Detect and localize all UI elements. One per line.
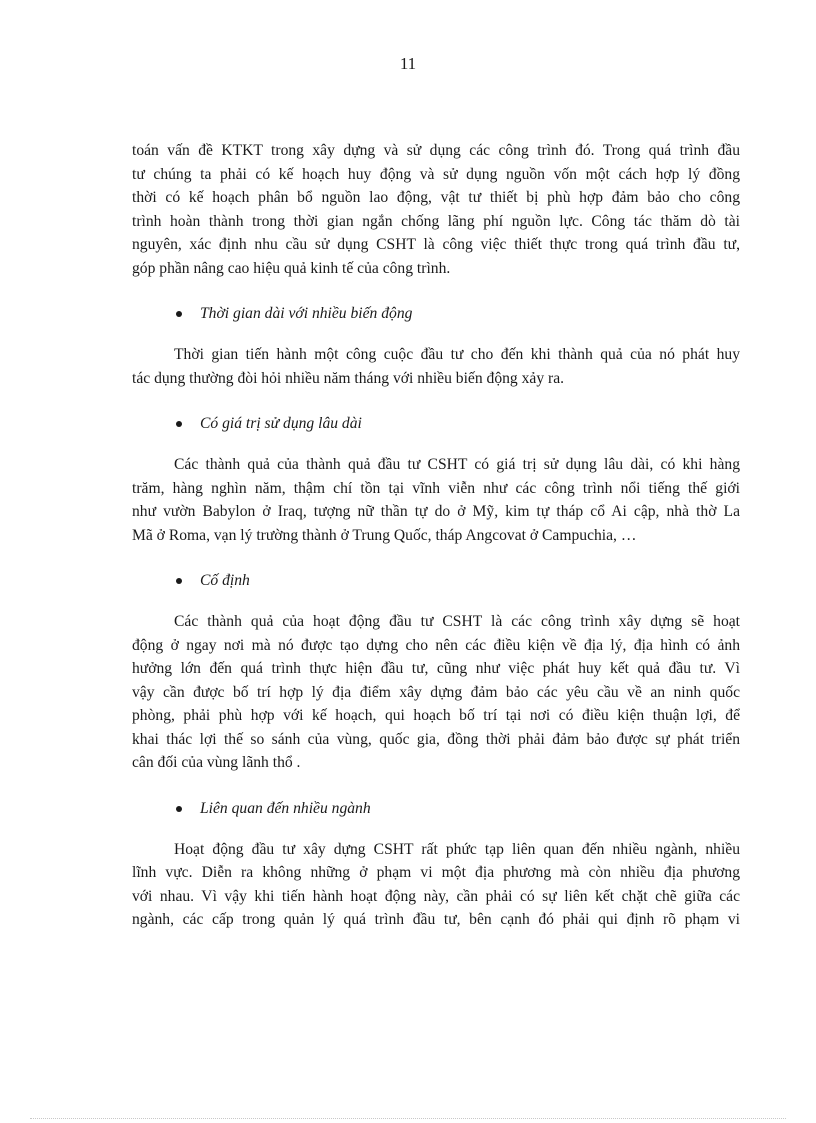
page-footer-divider — [30, 1118, 786, 1119]
text-line: tư chúng ta phải có kế hoạch huy động và sử dụng nguồn vốn một cách hợp lý đồng — [132, 165, 740, 183]
text-line: Hoạt động đầu tư xây dựng CSHT rất phức tạp liên quan đến nhiều ngành, nhiều — [174, 840, 740, 858]
text-line: ngành, các cấp trong quản lý quá trình đầu tư, bên cạnh đó phải qui định rõ phạm vi — [132, 911, 740, 929]
text-line: toán vấn đề KTKT trong xây dựng và sử dụng các công trình đó. Trong quá trình đầu — [132, 142, 740, 159]
bullet-item — [132, 303, 740, 327]
bullet-heading: Cố định — [200, 572, 250, 590]
bullet-icon — [176, 806, 182, 812]
bullet-item — [132, 412, 740, 436]
text-line: lĩnh vực. Diễn ra không những ở phạm vi một địa phương mà còn nhiều địa phương — [132, 864, 740, 882]
bullet-icon — [176, 578, 182, 584]
text-line: cân đối của vùng lãnh thổ . — [132, 754, 301, 772]
bullet-item — [132, 569, 740, 593]
text-line: như vườn Babylon ở Iraq, tượng nữ thần tự do ở Mỹ, kim tự tháp cổ Ai cập, nhà thờ La — [132, 503, 740, 521]
bullet-heading: Thời gian dài với nhiều biến động — [200, 305, 413, 323]
text-line: tác dụng thường đòi hỏi nhiều năm tháng với nhiều biến động xảy ra. — [132, 369, 565, 387]
paragraph-3 — [132, 453, 740, 547]
bullet-item — [132, 797, 740, 821]
document-body — [132, 139, 740, 932]
bullet-icon — [176, 311, 182, 317]
paragraph-1 — [132, 139, 740, 281]
text-line: thời có kế hoạch phân bổ nguồn lao động, vật tư thiết bị phù hợp đảm bảo cho công — [132, 189, 740, 207]
text-line: Các thành quả của hoạt động đầu tư CSHT là các công trình xây dựng sẽ hoạt — [174, 612, 740, 630]
text-line: động ở ngay nơi mà nó được tạo dựng cho nên các điều kiện về địa lý, địa hình có ảnh — [132, 636, 740, 654]
page-number: 11 — [399, 54, 417, 73]
paragraph-4 — [132, 610, 740, 775]
bullet-heading: Có giá trị sử dụng lâu dài — [200, 415, 362, 433]
text-line: góp phần nâng cao hiệu quả kinh tế của công trình. — [132, 259, 451, 277]
text-line: nguyên, xác định nhu cầu sử dụng CSHT là công việc thiết thực trong quá trình đầu tư, — [132, 236, 740, 254]
text-line: khai thác lợi thế so sánh của vùng, quốc gia, đồng thời phải đảm bảo được sự phát triển — [132, 730, 740, 748]
text-line: Mã ở Roma, vạn lý trường thành ở Trung Quốc, tháp Angcovat ở Campuchia, … — [132, 526, 637, 544]
bullet-icon — [176, 421, 182, 427]
text-line: vậy cần được bố trí hợp lý địa điểm xây dựng đảm bảo các yêu cầu về an ninh quốc — [132, 683, 740, 701]
paragraph-2 — [132, 343, 740, 390]
text-line: phòng, phải phù hợp với kế hoạch, qui hoạch bố trí tại nơi có điều kiện thuận lợi, để — [132, 707, 740, 725]
text-line: Các thành quả của thành quả đầu tư CSHT có giá trị sử dụng lâu dài, có khi hàng — [174, 455, 740, 473]
text-line: trăm, hàng nghìn năm, thậm chí tồn tại vĩnh viễn như các công trình nổi tiếng thế giới — [132, 479, 740, 497]
text-line: Thời gian tiến hành một công cuộc đầu tư cho đến khi thành quả của nó phát huy — [174, 346, 740, 364]
text-line: hưởng lớn đến quá trình thực hiện đầu tư, cũng như việc phát huy kết quả đầu tư. Vì — [132, 660, 740, 678]
text-line: trình hoàn thành trong thời gian ngắn chống lãng phí nguồn lực. Công tác thăm dò tài — [132, 212, 740, 230]
bullet-heading: Liên quan đến nhiều ngành — [200, 799, 371, 817]
paragraph-5 — [132, 838, 740, 932]
text-line: với nhau. Vì vậy khi tiến hành hoạt động này, cần phải có sự liên kết chặt chẽ giữa các — [132, 887, 740, 905]
